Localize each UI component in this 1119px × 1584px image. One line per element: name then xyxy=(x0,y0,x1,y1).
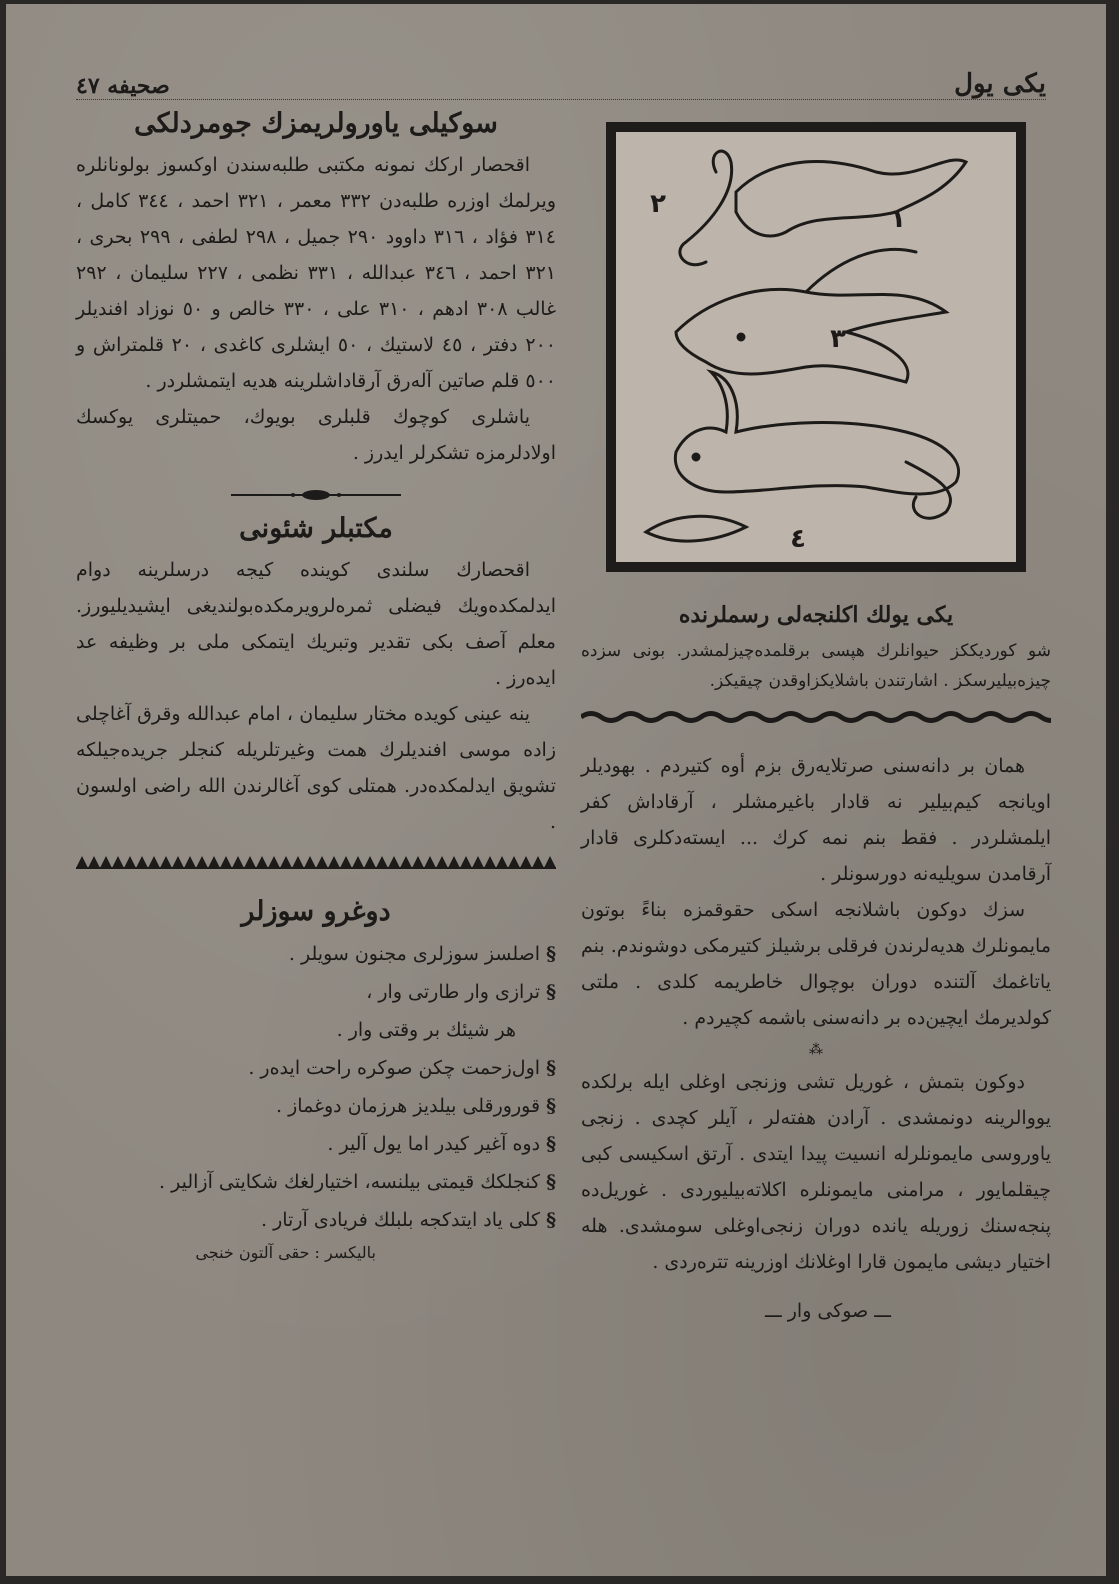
section-mark: § xyxy=(546,1209,556,1231)
article-body: اقحصارك سلندی کوینده کیجه درسلرینه دوام ایدلمکده‌ویك فیضلی ثمره‌لرویرمکده‌بولندیغی ایشیدیلیورز. معلم آصف بکی تقدیر وتبریك ایتمکی ملی بر وظیفه عد ایده‌رز . xyxy=(76,559,556,689)
article-title: سوکیلی یاورولریمزك جومردلکی xyxy=(134,108,498,139)
animal-drawing-figure xyxy=(606,122,1026,572)
proverb-text: ترازی وار طارتی وار ، xyxy=(366,981,541,1003)
section-mark: § xyxy=(546,1057,556,1079)
svg-text:٣: ٣ xyxy=(830,324,846,354)
section-mark: § xyxy=(546,1171,556,1193)
proverb-text: هر شیئك بر وقتی وار . xyxy=(336,1019,516,1041)
proverb-text: دوه آغیر کیدر اما یول آلیر . xyxy=(327,1133,541,1155)
article-body: اقحصار اركك نمونه مکتبی طلبه‌سندن اوکسوز بولونانلره ویرلمك اوزره طلبه‌دن ٣٣٢ معمر ، ٣٢١ احمد ، ٣٤٤ کامل ، ٣١٤ فؤاد ، ٣١٦ داوود ٢٩٠ جمیل ، ٢٩٨ لطفی ، ٢٩٩ بحری ، ٣٢١ احمد ، ٣٤٦ عبدالله ، ٣٣١ نظمی ، ٢٢٧ سلیمان ، ٢٩٢ غالب ٣٠٨ ادهم ، ٣١٠ علی ، ٣٣٠ خالص و ٥٠ نوزاد افندیلر ٢٠٠ دفتر ، ٤٥ لاستیك ، ٥٠ ایشلری کاغدی ، ٢٠ قلمتراش و ٥٠٠ قلم صاتین آله‌رق آرقاداشلرینه هدیه ایتمشلردر . xyxy=(76,154,557,392)
proverb-item xyxy=(76,973,556,1011)
proverb-item xyxy=(76,1087,556,1125)
section-mark: § xyxy=(546,1095,556,1117)
proverb-text: اصلسز سوزلری مجنون سویلر . xyxy=(288,943,541,965)
wavy-divider xyxy=(581,708,1051,726)
section-mark: § xyxy=(546,943,556,965)
proverb-text: کلی یاد ایتدکجه بلبلك فریادی آرتار . xyxy=(261,1209,541,1231)
proverb-item xyxy=(76,1011,556,1049)
section-stars: ⁂ xyxy=(809,1042,823,1058)
article-title: دوغرو سوزلر xyxy=(241,896,391,927)
proverb-item xyxy=(76,935,556,973)
right-column xyxy=(581,104,1051,1322)
zigzag-divider xyxy=(76,852,556,870)
article-body: ینه عینی کویده مختار سلیمان ، امام عبدالله وقرق آغاچلی زاده موسی افندیلرك همت وغیرتلریله کنجلر جریده‌جیلکه تشویق ایدلمکده‌در. همتلی کوی آغالرندن الله راضی اولسون . xyxy=(76,703,556,833)
svg-text:٤: ٤ xyxy=(790,524,806,554)
article-closing: یاشلری کوچوك قلبلری بویوك، حمیتلری یوکسك اولادلرمزه تشکرلر ایدرز . xyxy=(76,406,556,464)
section-mark: § xyxy=(546,1133,556,1155)
proverb-item xyxy=(76,1049,556,1087)
proverb-text: اول‌زحمت چکن صوکره راحت ایده‌ر . xyxy=(248,1057,541,1079)
proverb-item xyxy=(76,1125,556,1163)
left-column xyxy=(76,104,556,1262)
continuous-line-animals-illustration xyxy=(616,132,1016,562)
sender-line: بالیکسر : حقی آلتون خنجی xyxy=(195,1243,376,1262)
magazine-page xyxy=(6,4,1106,1576)
proverb-item xyxy=(76,1201,556,1239)
page-number: صحیفه ٤٧ xyxy=(76,73,170,99)
proverb-text: کنجلکك قیمتی بیلنسه، اختیارلغك شکایتی آزالیر . xyxy=(159,1171,541,1193)
page-header xyxy=(76,59,1046,100)
figure-caption: شو کوردیککز حیوانلرك هپسی برقلمده‌چیزلمشدر. بونی سزده چیزه‌بیلیرسکز . اشارتندن باشلایکزاوقدن چیقیکز. xyxy=(581,641,1051,691)
section-mark: § xyxy=(546,981,556,1003)
svg-text:٢: ٢ xyxy=(650,189,666,219)
story-paragraph: همان بر دانه‌سنی صرتلایه‌رق بزم أوه کتیردم . بهودیلر اویانجه کیم‌بیلیر نه قادار باغیرمشلر ، آرقاداش کفر ایلمشلردر . فقط بنم نمه کرك ... ایسته‌دکلری قادار آرقامدن سویلیه‌نه دورسونلر . xyxy=(581,755,1051,885)
proverb-text: قورورقلی بیلدیز هرزمان دوغماز . xyxy=(276,1095,541,1117)
story-paragraph: دوکون بتمش ، غوریل تشی وزنجی اوغلی ایله برلکده یووالرینه دونمشدی . آرادن هفته‌لر ، آیلر کچدی . زنجی یاوروسی مایمونلرله انسیت پیدا ایتدی . آرتق اسکیسی کبی چیقلمایور ، مرامنی مایمونلره اکلاته‌بیلیوردی . غوریل‌ده پنجه‌سنك زوریله یانده دوران زنجی‌اوغلی سومشدی. هله اختیار دیشی مایمون قارا اوغلانك اوزرینه تتره‌ردی . xyxy=(581,1071,1051,1273)
story-paragraph: سزك دوکون باشلانجه اسکی حقوقمزه بناءً بوتون مایمونلرك هدیه‌لرندن فرقلی برشیلز کتیرمکی دوشوندم. بنم یاتاغمك آلتنده دوران بوچوال خاطریمه کلدی . ملتی کولدیرمك ایچین‌ده بر دانه‌سنی باشمه کچیردم . xyxy=(581,899,1051,1029)
proverb-list xyxy=(76,935,556,1239)
ornament-divider xyxy=(231,487,401,503)
figure-caption-title: یکی یولك اکلنجه‌لی رسملرنده xyxy=(678,602,954,628)
svg-text:١: ١ xyxy=(890,204,906,234)
article-title: مکتبلر شئونی xyxy=(239,513,393,544)
to-be-continued: ـــ صوکی وار ـــ xyxy=(765,1300,891,1322)
proverb-item xyxy=(76,1163,556,1201)
publication-name: یکی یول xyxy=(954,69,1046,99)
